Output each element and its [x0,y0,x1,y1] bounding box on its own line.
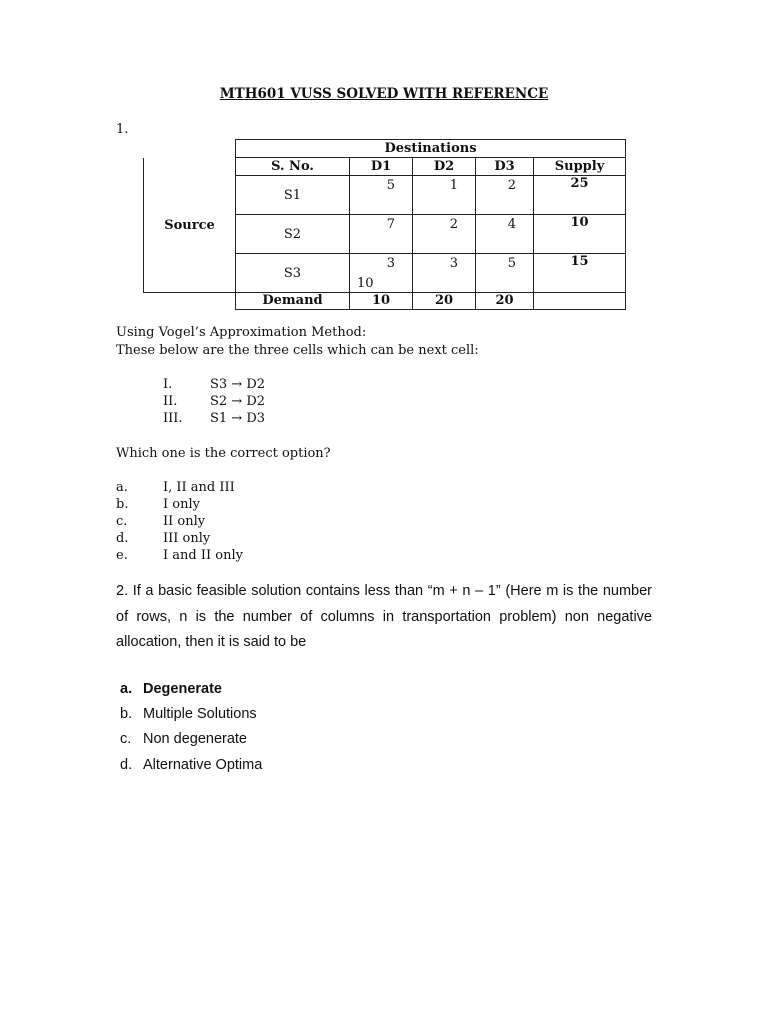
option-item [116,548,416,565]
statement-number: II. [163,394,178,409]
supply-s1: 25 [534,176,626,215]
option-letter: c. [116,514,128,529]
statement-text: S2 → D2 [210,394,266,409]
option-letter: b. [116,497,129,512]
cell-s1-d1 [350,176,413,215]
cost-value: 3 [386,256,395,271]
cell-s1-d2 [413,176,476,215]
row-label-s2: S2 [236,215,350,254]
cell-s3-d3 [476,254,534,293]
option-letter: d. [120,757,133,773]
row-label-s1: S1 [236,176,350,215]
statement-text: S1 → D3 [210,411,266,426]
cost-value: 5 [386,178,395,193]
option-item [120,706,420,726]
row-label-s3: S3 [236,254,350,293]
source-label: Source [144,158,236,293]
option-text: Alternative Optima [143,757,263,773]
option-item [116,514,416,531]
option-text: Multiple Solutions [143,706,257,722]
option-letter: a. [116,480,128,495]
question-1-number: 1. [116,122,129,137]
option-item [120,731,420,751]
option-text: I and II only [163,548,243,563]
statement-text: S3 → D2 [210,377,266,392]
empty-corner [144,140,236,158]
question-2-text: 2. If a basic feasible solution contains less than “m + n – 1” (Here m is the number of rows, n is the number of columns in transportation problem) non negative allocation, then it is said to be [116,583,652,650]
cell-s1-d3 [476,176,534,215]
cost-value: 1 [449,178,458,193]
cell-s3-d1 [350,254,413,293]
cell-s2-d3 [476,215,534,254]
destinations-header: Destinations [236,140,626,158]
sno-header: S. No. [236,158,350,176]
supply-s3: 15 [534,254,626,293]
demand-empty [534,293,626,310]
cost-value: 2 [449,217,458,232]
demand-d2: 20 [413,293,476,310]
option-item [116,531,416,548]
supply-s2: 10 [534,215,626,254]
cost-value: 3 [449,256,458,271]
d1-header: D1 [350,158,413,176]
statement-number: I. [163,377,173,392]
option-letter: e. [116,548,128,563]
cells-intro: These below are the three cells which can be next cell: [116,343,479,358]
option-text: Non degenerate [143,731,247,747]
option-letter: c. [120,731,132,747]
option-text: III only [163,531,211,546]
transportation-table [143,139,626,310]
option-letter: b. [120,706,133,722]
option-item [116,497,416,514]
cell-s3-d2 [413,254,476,293]
option-text: Degenerate [143,681,222,697]
demand-label: Demand [236,293,350,310]
option-item-correct [120,681,420,701]
cell-s2-d1 [350,215,413,254]
d2-header: D2 [413,158,476,176]
cell-s2-d2 [413,215,476,254]
supply-header: Supply [534,158,626,176]
d3-header: D3 [476,158,534,176]
demand-d1: 10 [350,293,413,310]
option-letter: d. [116,531,129,546]
question-1-prompt: Which one is the correct option? [116,446,331,461]
option-text: II only [163,514,206,529]
empty-cell [144,293,236,310]
demand-d3: 20 [476,293,534,310]
option-letter: a. [120,681,133,697]
statement-number: III. [163,411,183,426]
allocation-value: 10 [357,276,374,291]
cost-value: 5 [507,256,516,271]
option-text: I only [163,497,200,512]
cost-value: 4 [507,217,516,232]
cost-value: 7 [386,217,395,232]
option-text: I, II and III [163,480,235,495]
option-item [120,757,420,777]
page-title: MTH601 VUSS SOLVED WITH REFERENCE [219,86,549,102]
cost-value: 2 [507,178,516,193]
option-item [116,480,416,497]
method-intro: Using Vogel’s Approximation Method: [116,325,367,340]
